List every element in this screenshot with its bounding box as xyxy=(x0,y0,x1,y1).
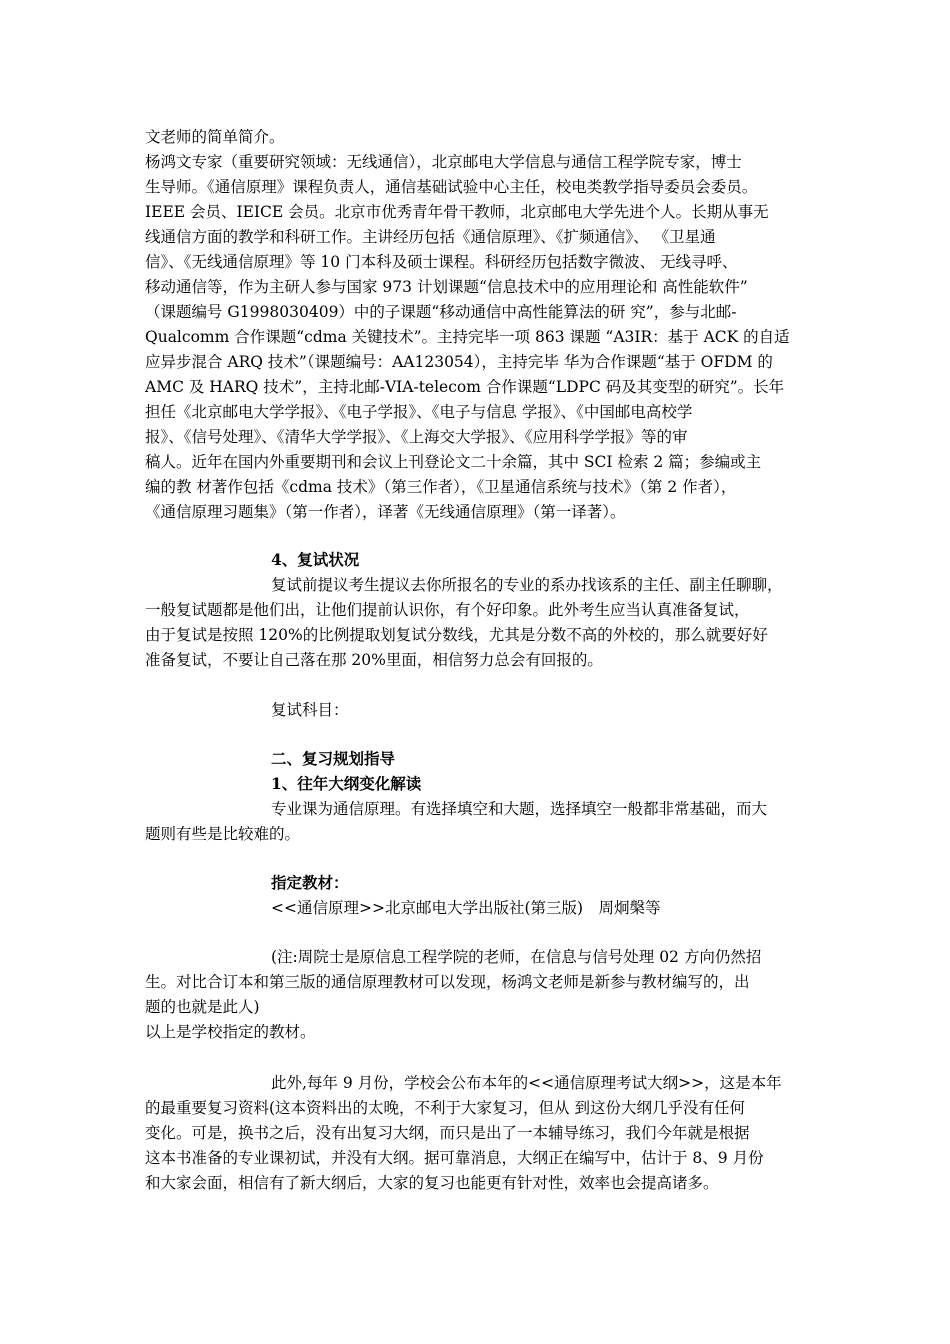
bio-line: 稿人。近年在国内外重要期刊和会议上刊登论文二十余篇，其中 SCI 检索 2 篇；参编或主 xyxy=(145,453,762,471)
final-line: 变化。可是，换书之后，没有出复习大纲，而只是出了一本辅导练习，我们今年就是根据 xyxy=(145,1124,750,1142)
bio-line: AMC 及 HARQ 技术”，主持北邮-VIA-telecom 合作课题“LDPC 码及其变型的研究”。长年 xyxy=(145,378,785,396)
section4-line: 复试前提议考生提议去你所报名的专业的系办找该系的主任、副主任聊聊， xyxy=(271,576,783,594)
note-line: (注:周院士是原信息工程学院的老师，在信息与信号处理 02 方向仍然招 xyxy=(271,948,762,966)
bio-line: 信》、《无线通信原理》等 10 门本科及硕士课程。科研经历包括数字微波、 无线寻呼、 xyxy=(145,253,738,271)
textbook-line: <<通信原理>>北京邮电大学出版社(第三版) 周炯槃等 xyxy=(271,899,661,917)
bio-line: IEEE 会员、IEICE 会员。北京市优秀青年骨干教师，北京邮电大学先进个人。长期从事无 xyxy=(145,203,769,221)
bio-line: 报》、《信号处理》、《清华大学学报》、《上海交大学报》、《应用科学学报》等的审 xyxy=(145,428,688,446)
bio-line: 《通信原理习题集》（第一作者），译著《无线通信原理》（第一译著）。 xyxy=(145,503,626,521)
section4-line: 由于复试是按照 120%的比例提取划复试分数线，尤其是分数不高的外校的，那么就要好好 xyxy=(145,626,768,644)
section4-line: 准备复试，不要让自己落在那 20%里面，相信努力总会有回报的。 xyxy=(145,651,603,669)
bio-line: 移动通信等，作为主研人参与国家 973 计划课题“信息技术中的应用理论和 高性能软件” xyxy=(145,278,748,296)
bio-line: 编的教 材著作包括《cdma 技术》（第三作者），《卫星通信系统与技术》（第 2 作者）， xyxy=(145,478,737,496)
note-line: 生。对比合订本和第三版的通信原理教材可以发现，杨鸿文老师是新参与教材编写的，出 xyxy=(145,973,750,991)
part2-heading: 二、复习规划指导 xyxy=(271,749,396,768)
note-after: 以上是学校指定的教材。 xyxy=(145,1023,316,1041)
bio-line: 担任《北京邮电大学学报》、《电子学报》、《电子与信息 学报》、《中国邮电高校学 xyxy=(145,403,693,421)
bio-line: 线通信方面的教学和科研工作。主讲经历包括《通信原理》、《扩频通信》、 《卫星通 xyxy=(145,228,716,246)
section4-heading: 4、复试状况 xyxy=(271,550,360,569)
sub1-heading: 1、往年大纲变化解读 xyxy=(271,774,422,793)
sub1-line: 专业课为通信原理。有选择填空和大题，选择填空一般都非常基础，而大 xyxy=(271,800,768,818)
final-line: 的最重要复习资料(这本资料出的太晚，不利于大家复习，但从 到这份大纲几乎没有任何 xyxy=(145,1099,745,1117)
sub1-line: 题则有些是比较难的。 xyxy=(145,825,301,843)
textbook-heading: 指定教材： xyxy=(271,873,349,892)
bio-line: （课题编号 G1998030409）中的子课题“移动通信中高性能算法的研 究”，参与北邮- xyxy=(145,303,737,321)
intro-line: 文老师的简单简介。 xyxy=(145,128,285,146)
final-line: 和大家会面，相信有了新大纲后，大家的复习也能更有针对性，效率也会提高诸多。 xyxy=(145,1174,719,1192)
bio-line: 生导师。《通信原理》课程负责人，通信基础试验中心主任，校电类教学指导委员会委员。 xyxy=(145,178,758,196)
section4-line: 一般复试题都是他们出，让他们提前认识你，有个好印象。此外考生应当认真准备复试， xyxy=(145,601,750,619)
bio-line: 应异步混合 ARQ 技术”（课题编号：AA123054），主持完毕 华为合作课题“基于 OFDM 的 xyxy=(145,353,773,371)
note-line: 题的也就是此人) xyxy=(145,998,260,1016)
final-line: 这本书准备的专业课初试，并没有大纲。据可靠消息，大纲正在编写中，估计于 8、9 月份 xyxy=(145,1149,764,1167)
final-line: 此外,每年 9 月份，学校会公布本年的<<通信原理考试大纲>>，这是本年 xyxy=(271,1074,782,1092)
bio-line: 杨鸿文专家（重要研究领域：无线通信），北京邮电大学信息与通信工程学院专家，博士 xyxy=(145,153,742,171)
bio-line: Qualcomm 合作课题“cdma 关键技术”。主持完毕一项 863 课题 “A3IR：基于 ACK 的自适 xyxy=(145,328,790,346)
retest-subjects: 复试科目： xyxy=(271,701,349,719)
